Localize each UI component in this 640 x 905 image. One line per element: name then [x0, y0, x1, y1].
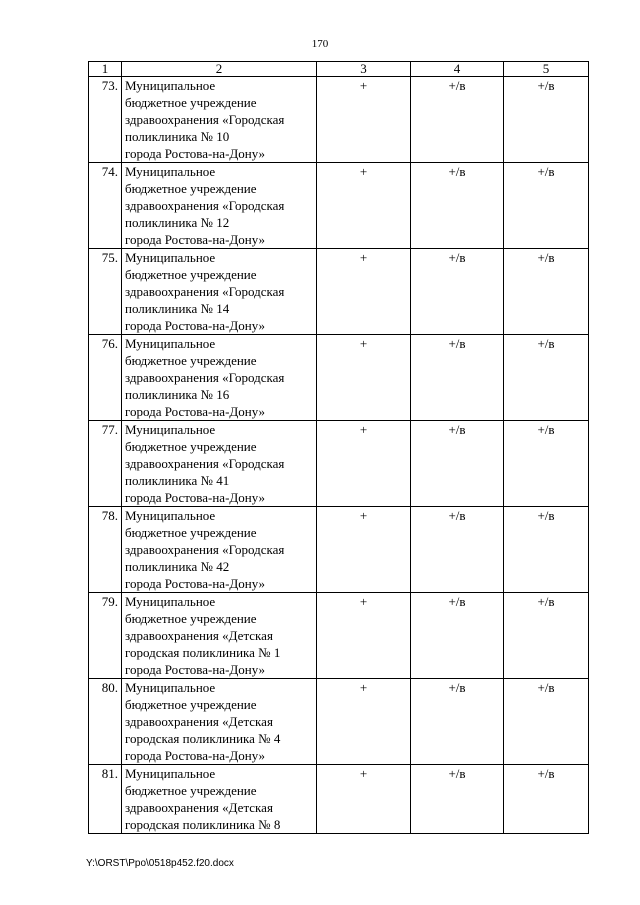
column-4-value: +/в [411, 249, 504, 335]
column-header: 4 [411, 62, 504, 77]
organization-name: Муниципальное бюджетное учреждение здравоохранения «Детская городская поликлиника № 4 города Ростова-на-Дону» [122, 679, 317, 765]
row-number: 73. [89, 77, 122, 163]
column-5-value: +/в [504, 679, 589, 765]
table-row [89, 249, 589, 335]
organization-name: Муниципальное бюджетное учреждение здравоохранения «Городская поликлиника № 10 города Ростова-на-Дону» [122, 77, 317, 163]
column-4-value: +/в [411, 507, 504, 593]
column-header: 2 [122, 62, 317, 77]
row-number: 78. [89, 507, 122, 593]
column-5-value: +/в [504, 335, 589, 421]
column-4-value: +/в [411, 163, 504, 249]
column-3-value: + [317, 679, 411, 765]
column-5-value: +/в [504, 765, 589, 834]
column-5-value: +/в [504, 249, 589, 335]
column-5-value: +/в [504, 77, 589, 163]
organization-name: Муниципальное бюджетное учреждение здравоохранения «Городская поликлиника № 12 города Ростова-на-Дону» [122, 163, 317, 249]
table-row [89, 765, 589, 834]
row-number: 74. [89, 163, 122, 249]
row-number: 81. [89, 765, 122, 834]
column-header: 5 [504, 62, 589, 77]
table-row [89, 421, 589, 507]
table-header-row [89, 62, 589, 77]
column-3-value: + [317, 249, 411, 335]
column-3-value: + [317, 593, 411, 679]
column-header: 3 [317, 62, 411, 77]
document-table [88, 61, 589, 834]
organization-name: Муниципальное бюджетное учреждение здравоохранения «Городская поликлиника № 42 города Ростова-на-Дону» [122, 507, 317, 593]
row-number: 75. [89, 249, 122, 335]
column-5-value: +/в [504, 593, 589, 679]
table-row [89, 335, 589, 421]
organization-name: Муниципальное бюджетное учреждение здравоохранения «Городская поликлиника № 41 города Ростова-на-Дону» [122, 421, 317, 507]
table-row [89, 507, 589, 593]
column-4-value: +/в [411, 593, 504, 679]
column-3-value: + [317, 335, 411, 421]
row-number: 76. [89, 335, 122, 421]
column-4-value: +/в [411, 679, 504, 765]
organization-name: Муниципальное бюджетное учреждение здравоохранения «Детская городская поликлиника № 1 города Ростова-на-Дону» [122, 593, 317, 679]
column-4-value: +/в [411, 77, 504, 163]
column-4-value: +/в [411, 765, 504, 834]
table-row [89, 593, 589, 679]
file-path-footer: Y:\ORST\Ppo\0518p452.f20.docx [86, 858, 234, 869]
table-row [89, 679, 589, 765]
column-5-value: +/в [504, 421, 589, 507]
column-3-value: + [317, 163, 411, 249]
column-5-value: +/в [504, 507, 589, 593]
column-3-value: + [317, 77, 411, 163]
row-number: 77. [89, 421, 122, 507]
column-3-value: + [317, 507, 411, 593]
table-row [89, 163, 589, 249]
organization-name: Муниципальное бюджетное учреждение здравоохранения «Детская городская поликлиника № 8 [122, 765, 317, 834]
column-4-value: +/в [411, 335, 504, 421]
page-number: 170 [311, 38, 329, 50]
column-3-value: + [317, 765, 411, 834]
organization-name: Муниципальное бюджетное учреждение здравоохранения «Городская поликлиника № 16 города Ростова-на-Дону» [122, 335, 317, 421]
column-header: 1 [89, 62, 122, 77]
column-3-value: + [317, 421, 411, 507]
table-row [89, 77, 589, 163]
row-number: 79. [89, 593, 122, 679]
column-5-value: +/в [504, 163, 589, 249]
row-number: 80. [89, 679, 122, 765]
organization-name: Муниципальное бюджетное учреждение здравоохранения «Городская поликлиника № 14 города Ростова-на-Дону» [122, 249, 317, 335]
column-4-value: +/в [411, 421, 504, 507]
